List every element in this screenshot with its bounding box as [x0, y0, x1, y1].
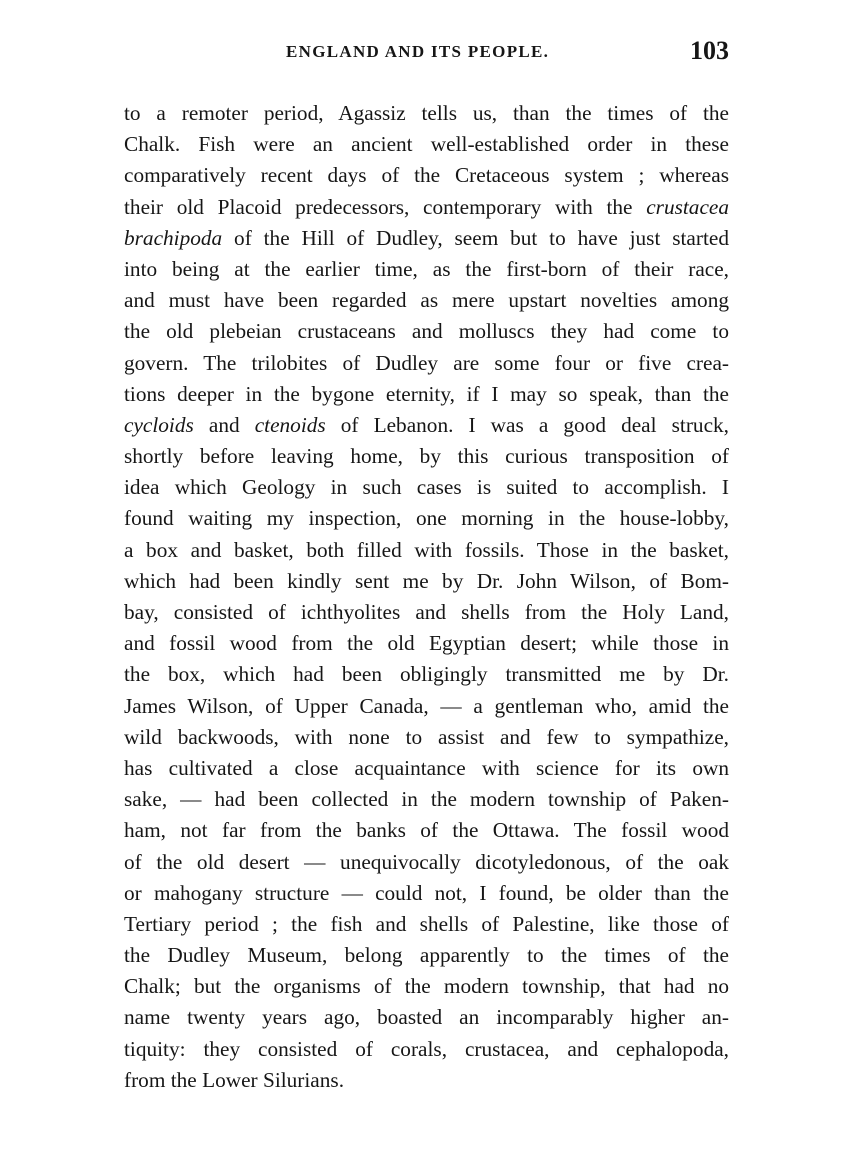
text-line [124, 348, 729, 379]
text-segment: name twenty years ago, boasted an incomparably higher an- [124, 1005, 729, 1030]
text-segment: into being at the earlier time, as the first-born of their race, [124, 256, 729, 281]
text-segment: and fossil wood from the old Egyptian desert; while those in [124, 631, 729, 656]
text-segment: which had been kindly sent me by Dr. John Wilson, of Bom- [124, 568, 729, 593]
text-segment: and [193, 412, 255, 437]
italic-term: cycloids [124, 412, 194, 437]
text-line [124, 628, 729, 659]
text-line [124, 659, 729, 690]
italic-term: ctenoids [254, 412, 326, 437]
text-segment: tiquity: they consisted of corals, crustacea, and cephalopoda, [124, 1036, 729, 1061]
text-segment: Chalk; but the organisms of the modern township, that had no [124, 974, 729, 999]
running-head [124, 36, 729, 70]
text-line [124, 1034, 729, 1065]
text-segment: the box, which had been obligingly transmitted me by Dr. [124, 662, 729, 687]
text-line [124, 909, 729, 940]
text-line [124, 1002, 729, 1033]
text-line [124, 847, 729, 878]
text-line [124, 129, 729, 160]
text-line [124, 285, 729, 316]
text-segment: Chalk. Fish were an ancient well-established order in these [124, 132, 729, 157]
text-line [124, 223, 729, 254]
text-segment: to a remoter period, Agassiz tells us, than the times of the [124, 101, 729, 125]
text-line [124, 254, 729, 285]
text-segment: the Dudley Museum, belong apparently to the times of the [124, 943, 729, 968]
text-segment: from the Lower Silurians. [124, 1067, 345, 1092]
running-title: ENGLAND AND ITS PEOPLE. [286, 42, 550, 61]
page-number: 103 [690, 36, 729, 65]
text-line [124, 503, 729, 534]
text-line [124, 379, 729, 410]
text-segment: the old plebeian crustaceans and molluscs they had come to [124, 319, 729, 344]
text-line [124, 441, 729, 472]
text-segment: Tertiary period ; the fish and shells of Palestine, like those of [124, 911, 729, 936]
text-segment: shortly before leaving home, by this curious transposition of [124, 444, 729, 469]
text-line [124, 971, 729, 1002]
text-segment: or mahogany structure — could not, I found, be older than the [124, 880, 729, 905]
text-segment: tions deeper in the bygone eternity, if I may so speak, than the [124, 381, 729, 406]
text-segment: of the Hill of Dudley, seem but to have just started [222, 225, 729, 250]
text-line [124, 597, 729, 628]
text-line [124, 316, 729, 347]
text-line [124, 566, 729, 597]
text-line [124, 535, 729, 566]
body-text [124, 98, 729, 1096]
text-line [124, 722, 729, 753]
text-segment: has cultivated a close acquaintance with science for its own [124, 755, 729, 780]
text-line [124, 878, 729, 909]
text-segment: of the old desert — unequivocally dicotyledonous, of the oak [124, 849, 729, 874]
text-line [124, 98, 729, 129]
text-line [124, 691, 729, 722]
text-segment: wild backwoods, with none to assist and few to sympathize, [124, 724, 729, 749]
text-segment: idea which Geology in such cases is suited to accomplish. I [124, 475, 729, 500]
text-segment: a box and basket, both filled with fossils. Those in the basket, [124, 537, 729, 562]
text-segment: bay, consisted of ichthyolites and shells from the Holy Land, [124, 600, 729, 624]
text-segment: sake, — had been collected in the modern township of Paken- [124, 787, 729, 812]
text-segment: their old Placoid predecessors, contemporary with the [124, 194, 647, 219]
text-segment: ham, not far from the banks of the Ottawa. The fossil wood [124, 818, 729, 843]
italic-term: brachipoda [124, 225, 223, 250]
text-segment: comparatively recent days of the Cretaceous system ; whereas [124, 163, 729, 188]
text-segment: James Wilson, of Upper Canada, — a gentleman who, amid the [124, 693, 729, 718]
text-line [124, 815, 729, 846]
text-segment: of Lebanon. I was a good deal struck, [325, 412, 729, 437]
text-line [124, 940, 729, 971]
italic-term: crustacea [646, 194, 729, 219]
text-line [124, 1065, 729, 1096]
text-line [124, 410, 729, 441]
text-line [124, 160, 729, 191]
text-segment: and must have been regarded as mere upstart novelties among [124, 288, 729, 313]
text-line [124, 472, 729, 503]
text-segment: found waiting my inspection, one morning in the house-lobby, [124, 506, 729, 531]
text-line [124, 784, 729, 815]
text-segment: govern. The trilobites of Dudley are some four or five crea- [124, 350, 729, 375]
text-line [124, 753, 729, 784]
text-line [124, 192, 729, 223]
